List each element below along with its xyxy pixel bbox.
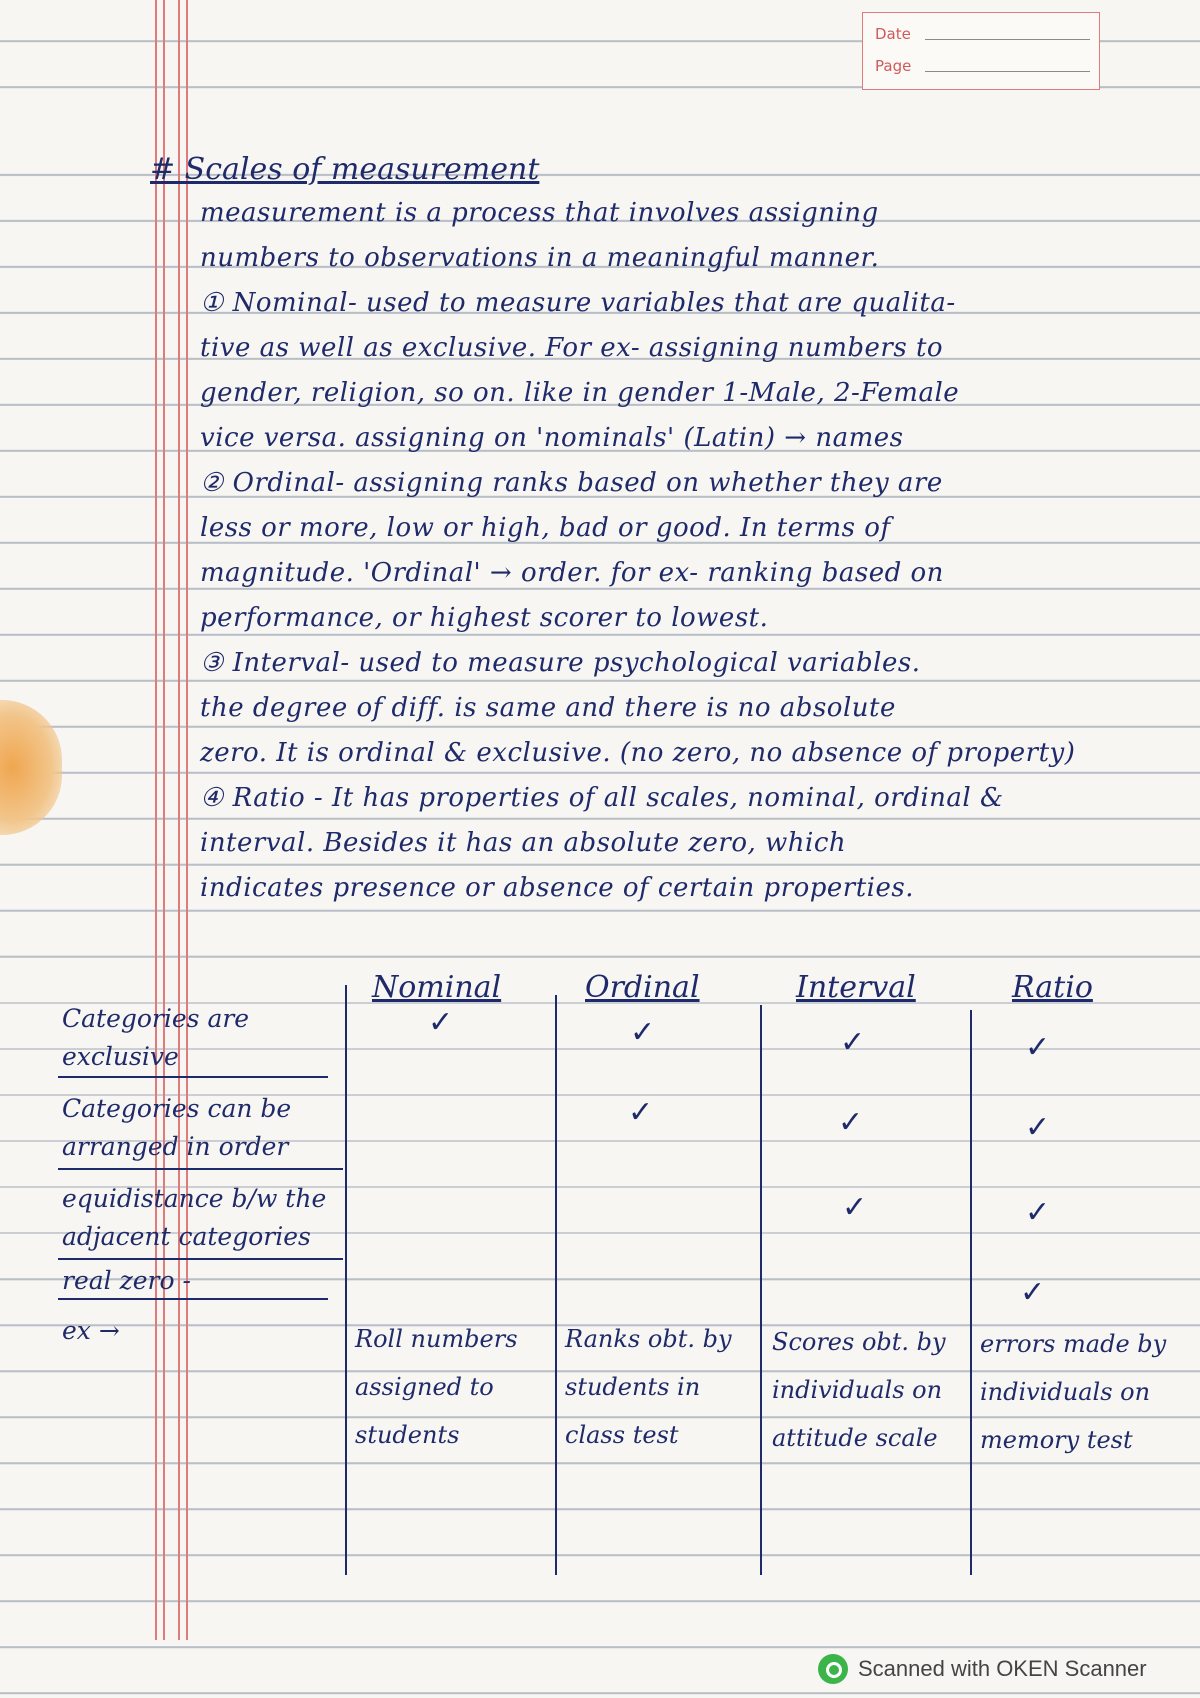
table-divider [970, 1010, 972, 1575]
example-nominal: Roll numbers assigned to students [355, 1325, 518, 1449]
margin-line [163, 0, 165, 1640]
margin-line [178, 0, 180, 1640]
row-divider [58, 1258, 343, 1260]
row-label-equidistance: equidistance b/w the adjacent categories [62, 1184, 327, 1251]
body-line: gender, religion, so on. like in gender 1-Male, 2-Female [200, 378, 960, 408]
body-line: less or more, low or high, bad or good. In terms of [200, 513, 891, 543]
scanner-watermark [818, 1654, 1147, 1684]
column-header-ordinal: Ordinal [585, 970, 700, 1005]
body-line: indicates presence or absence of certain properties. [200, 873, 914, 903]
body-line: vice versa. assigning on 'nominals' (Latin) → names [200, 423, 904, 453]
column-header-ratio: Ratio [1012, 970, 1093, 1005]
body-line: ② Ordinal- assigning ranks based on whether they are [200, 468, 943, 498]
tick-mark: ✓ [1025, 1030, 1051, 1065]
row-label-example: ex → [62, 1316, 120, 1345]
example-ordinal: Ranks obt. by students in class test [565, 1325, 732, 1449]
body-line: measurement is a process that involves assigning [200, 198, 879, 228]
body-line: magnitude. 'Ordinal' → order. for ex- ranking based on [200, 558, 944, 588]
row-label-exclusive: Categories are exclusive [62, 1004, 250, 1071]
column-header-interval: Interval [796, 970, 916, 1005]
body-line: tive as well as exclusive. For ex- assigning numbers to [200, 333, 944, 363]
tick-mark: ✓ [1025, 1195, 1051, 1230]
tick-mark: ✓ [842, 1190, 868, 1225]
tick-mark: ✓ [840, 1025, 866, 1060]
tick-mark: ✓ [628, 1095, 654, 1130]
date-page-box [862, 12, 1100, 90]
tick-mark: ✓ [630, 1015, 656, 1050]
table-divider [555, 995, 557, 1575]
body-line: the degree of diff. is same and there is no absolute [200, 693, 896, 723]
row-divider [58, 1076, 328, 1078]
body-line: interval. Besides it has an absolute zero, which [200, 828, 847, 858]
body-line: numbers to observations in a meaningful manner. [200, 243, 880, 273]
tick-mark: ✓ [1020, 1275, 1046, 1310]
body-line: zero. It is ordinal & exclusive. (no zero, no absence of property) [200, 738, 1076, 768]
body-line: ④ Ratio - It has properties of all scales, nominal, ordinal & [200, 783, 1004, 813]
table-divider [760, 1005, 762, 1575]
example-ratio: errors made by individuals on memory test [980, 1330, 1167, 1454]
table-divider [345, 985, 347, 1575]
page-label: Page [875, 57, 912, 75]
row-divider [58, 1168, 343, 1170]
tick-mark: ✓ [428, 1005, 454, 1040]
scanner-thumb [0, 700, 62, 835]
row-label-order: Categories can be arranged in order [62, 1094, 292, 1161]
row-label-real-zero: real zero - [62, 1266, 191, 1295]
margin-line [186, 0, 188, 1640]
date-row [875, 25, 911, 43]
column-header-nominal: Nominal [372, 970, 502, 1005]
body-line: performance, or highest scorer to lowest. [200, 603, 769, 633]
scanner-text: Scanned with OKEN Scanner [858, 1656, 1147, 1681]
date-label: Date [875, 25, 911, 43]
scanner-logo-icon [818, 1654, 848, 1684]
tick-mark: ✓ [838, 1105, 864, 1140]
example-interval: Scores obt. by individuals on attitude scale [772, 1328, 946, 1452]
tick-mark: ✓ [1025, 1110, 1051, 1145]
margin-line [155, 0, 157, 1640]
page-title: # Scales of measurement [150, 152, 540, 187]
page-row [875, 57, 911, 75]
body-line: ③ Interval- used to measure psychological variables. [200, 648, 921, 678]
body-line: ① Nominal- used to measure variables that are qualita- [200, 288, 956, 318]
